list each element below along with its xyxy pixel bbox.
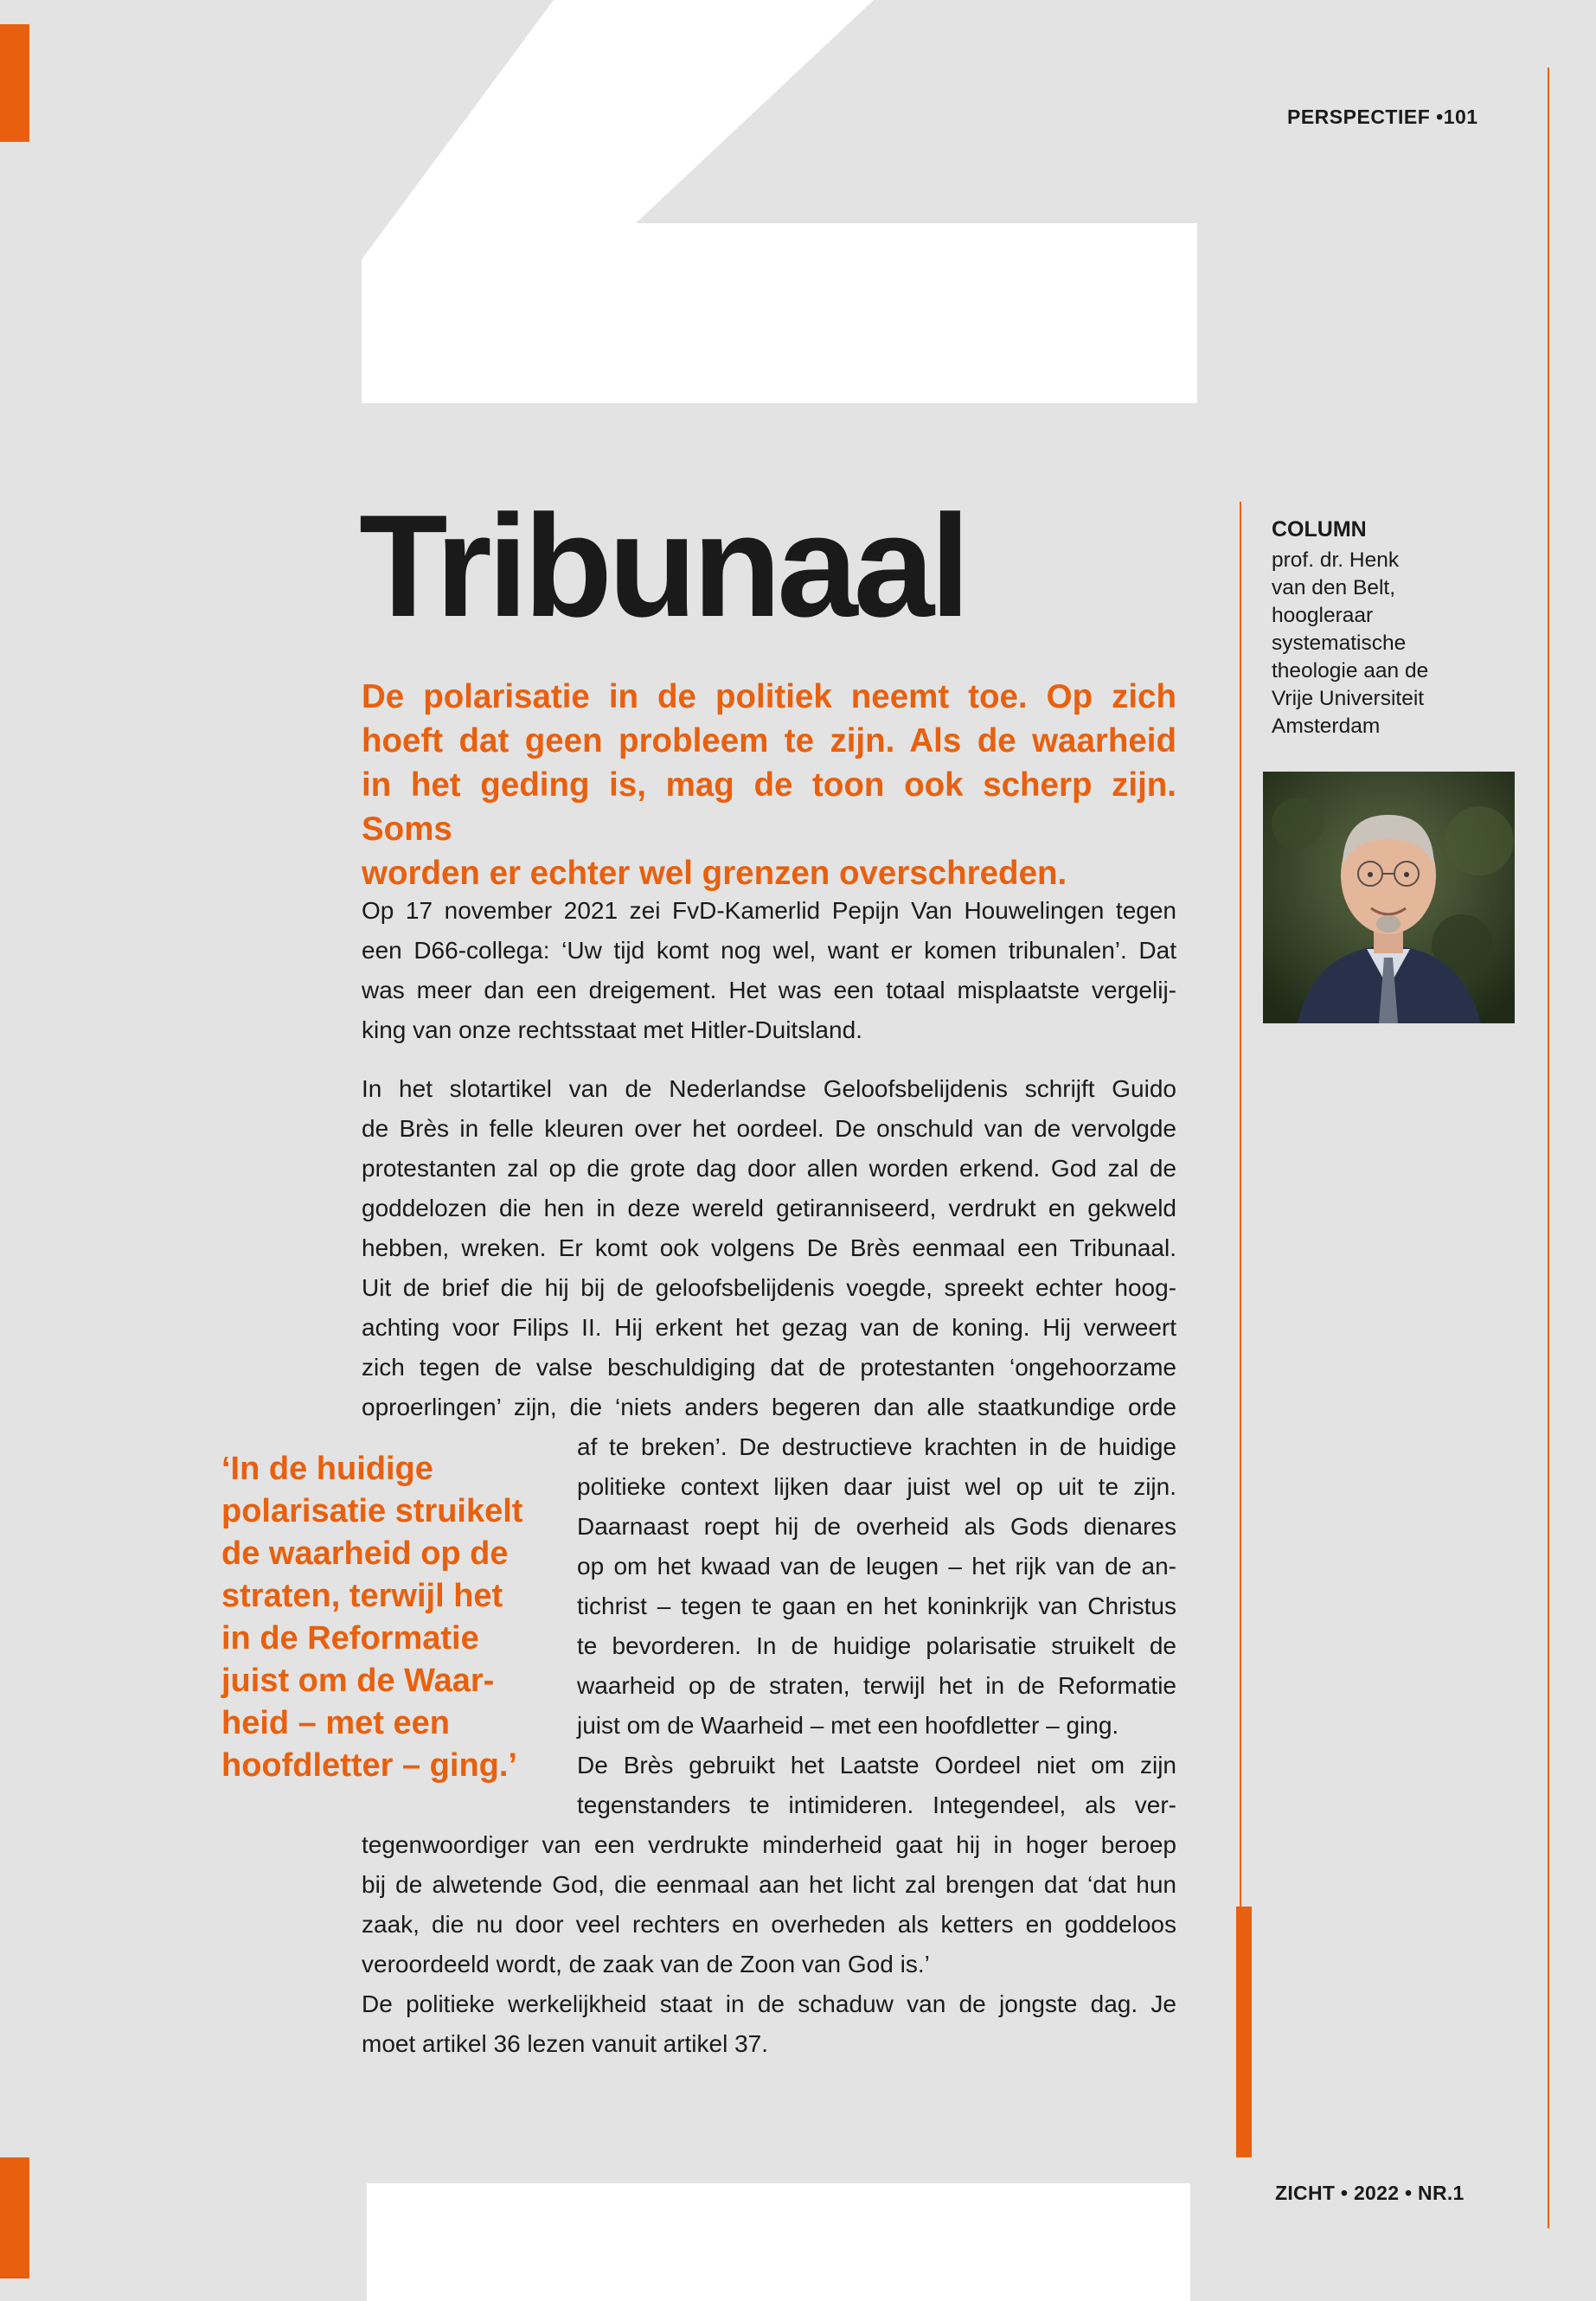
bottom-left-accent-bar [0,2157,29,2279]
body-line: waarheid op de straten, terwijl het in de Reformatie [577,1672,1176,1699]
running-header [1287,106,1478,129]
body-line: zaak, die nu door veel rechters en overheden als ketters en goddeloos [362,1911,1176,1938]
body-line: veroordeeld wordt, de zaak van de Zoon van God is.’ [362,1951,930,1977]
body-line: politieke context lijken daar juist wel op uit te zijn. [577,1473,1176,1500]
article-title: Tribunaal [359,484,966,647]
body-line: op om het kwaad van de leugen – het rijk van de an- [577,1553,1176,1580]
body-line: zich tegen de valse beschuldiging dat de protestanten ‘ongehoorzame [362,1354,1176,1381]
body-line: was meer dan een dreigement. Het was een totaal misplaatste vergelij- [362,977,1176,1003]
pull-quote-line: heid – met een [221,1705,450,1741]
pull-quote-line: juist om de Waar- [221,1663,495,1699]
pull-quote-line: polarisatie struikelt [221,1493,523,1529]
running-footer: ZICHT • 2022 • NR.1 [1275,2182,1465,2204]
body-line: juist om de Waarheid – met een hoofdletter – ging. [577,1712,1119,1739]
lede-line: De polarisatie in de politiek neemt toe. Op zich [362,678,1176,715]
body-line: Daarnaast roept hij de overheid als Gods dienares [577,1513,1176,1540]
body-line: achting voor Filips II. Hij erkent het gezag van de koning. Hij verweert [362,1314,1176,1341]
author-line: hoogleraar [1272,604,1374,627]
column-label: COLUMN [1272,517,1367,542]
section-label: PERSPECTIEF [1287,106,1431,128]
body-line: tichrist – tegen te gaan en het koninkrijk van Christus [577,1593,1176,1619]
author-line: theologie aan de [1272,659,1429,683]
author-line: prof. dr. Henk [1272,548,1400,572]
pull-quote-line: de waarheid op de [221,1535,509,1572]
pull-quote-line: hoofdletter – ging.’ [221,1747,517,1784]
pull-quote-line: in de Reformatie [221,1620,479,1657]
header-separator: • [1436,106,1444,128]
body-line: Op 17 november 2021 zei FvD-Kamerlid Pepijn Van Houwelingen tegen [362,897,1176,924]
top-left-accent-bar [0,24,29,142]
body-line: af te breken’. De destructieve krachten in de huidige [577,1433,1176,1460]
body-line: een D66-collega: ‘Uw tijd komt nog wel, want er komen tribunalen’. Dat [362,937,1176,964]
lede-line: worden er echter wel grenzen overschreden. [362,855,1067,892]
body-line: hebben, wreken. Er komt ook volgens De Brès eenmaal een Tribunaal. [362,1234,1176,1261]
body-line: In het slotartikel van de Nederlandse Geloofsbelijdenis schrijft Guido [362,1075,1176,1102]
column-divider-accent [1236,1907,1252,2157]
body-line: moet artikel 36 lezen vanuit artikel 37. [362,2030,769,2057]
body-line: goddelozen die hen in deze wereld getiranniseerd, verdrukt en gekweld [362,1195,1176,1221]
body-paragraph-1 [362,891,1176,1050]
body-line: Uit de brief die hij bij de geloofsbelijdenis voegde, spreekt echter hoog- [362,1274,1176,1301]
pull-quote [221,1448,550,1787]
body-line: tegenwoordiger van een verdrukte minderheid gaat hij in hoger beroep [362,1831,1176,1858]
pull-quote-line: straten, terwijl het [221,1578,503,1614]
right-margin-rule [1548,67,1549,2228]
body-line: king van onze rechtsstaat met Hitler-Duitsland. [362,1016,862,1043]
body-line: bij de alwetende God, die eenmaal aan het licht zal brengen dat ‘dat hun [362,1871,1176,1898]
body-line: te bevorderen. In de huidige polarisatie struikelt de [577,1632,1176,1659]
author-line: Vrije Universiteit [1272,687,1425,710]
body-line: de Brès in felle kleuren over het oordeel. De onschuld van de vervolgde [362,1115,1176,1142]
body-line: De politieke werkelijkheid staat in de schaduw van de jongste dag. Je [362,1990,1176,2017]
lede-line: in het geding is, mag de toon ook scherp zijn. Soms [362,766,1176,848]
author-portrait-icon [1263,772,1515,1023]
page-number: 101 [1443,106,1478,128]
lede-line: hoeft dat geen probleem te zijn. Als de waarheid [362,722,1176,760]
column-divider-rule [1240,502,1241,1907]
pull-quote-line: ‘In de huidige [221,1451,433,1487]
author-line: systematische [1272,631,1407,655]
body-line: De Brès gebruikt het Laatste Oordeel niet om zijn [577,1752,1176,1779]
author-line: van den Belt, [1272,576,1396,599]
body-line: protestanten zal op die grote dag door allen worden erkend. God zal de [362,1155,1176,1182]
body-line: oproerlingen’ zijn, die ‘niets anders begeren dan alle staatkundige orde [362,1394,1176,1420]
author-info [1272,547,1462,740]
body-line: tegenstanders te intimideren. Integendeel, als ver- [577,1791,1176,1818]
author-line: Amsterdam [1272,715,1381,738]
author-portrait-photo [1263,772,1515,1023]
article-lede [362,675,1176,895]
